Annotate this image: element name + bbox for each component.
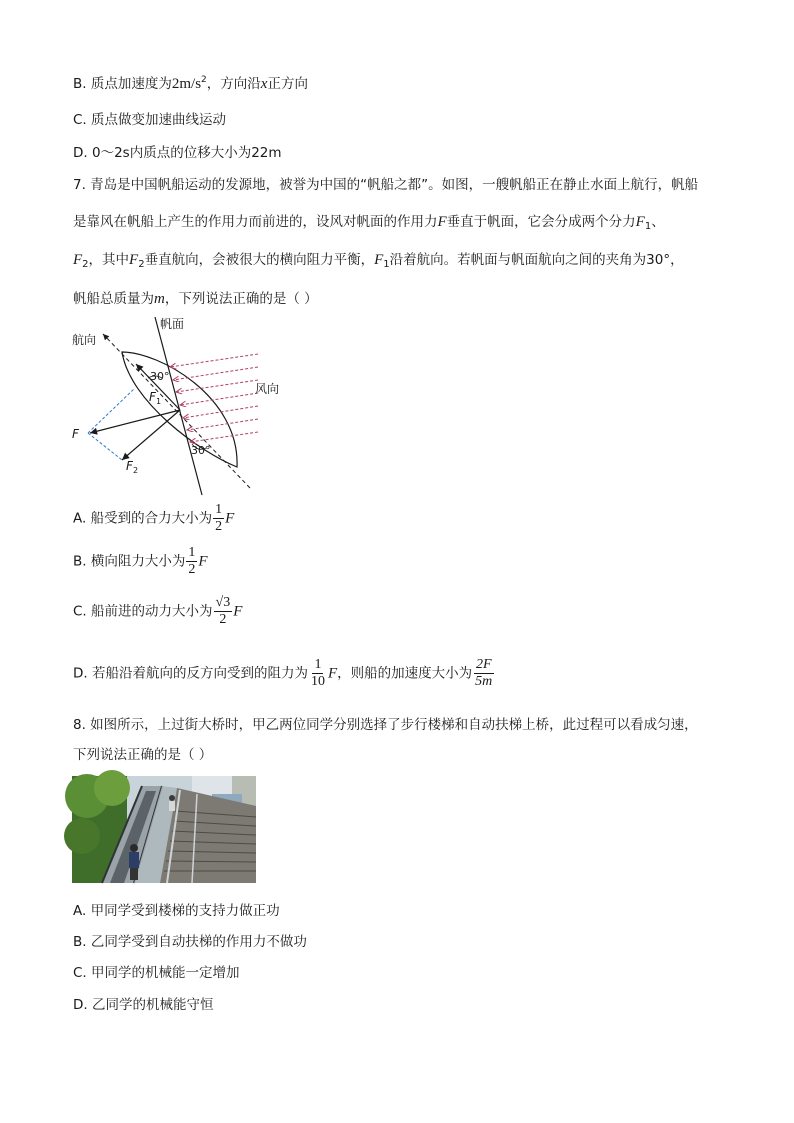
q7-option-a: A. 船受到的合力大小为 $\frac{1}{2}$ F [73, 502, 235, 534]
q8-option-c: C. 甲同学的机械能一定增加 [73, 965, 240, 981]
q8-stem-line1: 8. 如图所示，上过街大桥时，甲乙两位同学分别选择了步行楼梯和自动扶梯上桥，此过程可以看成匀速， [73, 717, 698, 733]
q7-option-d: D. 若船沿着航向的反方向受到的阻力为 $\frac{1}{10}$ F，则船的加速度大小为 $\frac{2F}{5m}$ [73, 657, 493, 689]
sail-line [155, 317, 202, 495]
label-heading: 航向 [72, 333, 97, 347]
q7-stem-line4: 帆船总质量为m，下列说法正确的是（ ） [73, 291, 318, 307]
label-sail: 帆面 [160, 317, 185, 331]
q8-option-b: B. 乙同学受到自动扶梯的作用力不做功 [73, 934, 307, 950]
fraction: $\frac{1}{2}$ [215, 502, 223, 534]
label-F1: F [149, 390, 156, 404]
sailboat-force-diagram [70, 312, 280, 502]
label-angle-top: 30° [150, 370, 170, 383]
q8-option-d: D. 乙同学的机械能守恒 [73, 997, 214, 1013]
q6-option-b: B. 质点加速度为$2m/s^2$，方向沿x正方向 [73, 75, 308, 92]
fraction: $\frac{1}{10}$ [310, 657, 325, 689]
label-F2-sub: 2 [133, 466, 139, 475]
fraction: $\frac{1}{2}$ [188, 545, 196, 577]
q8-option-a: A. 甲同学受到楼梯的支持力做正功 [73, 903, 280, 919]
q7-stem-line1: 7. 青岛是中国帆船运动的发源地，被誉为中国的“帆船之都”。如图，一艘帆船正在静止水面上航行，帆船 [73, 177, 699, 193]
label-F2: F [126, 459, 133, 473]
label-angle-bottom: 30° [191, 444, 211, 457]
fraction: $\frac{√3}{2}$ [215, 595, 231, 627]
wind-arrows [170, 354, 258, 442]
q7-option-c: C. 船前进的动力大小为 $\frac{√3}{2}$ F [73, 595, 243, 627]
label-F: F [72, 427, 79, 441]
q7-stem-line3: $F_2$，其中$F_2$垂直航向，会被很大的横向阻力平衡，$F_1$沿着航向。若帆面与帆面航向之间的夹角为30°， [73, 252, 684, 270]
q6-option-c: C. 质点做变加速曲线运动 [73, 112, 227, 128]
fraction: $\frac{2F}{5m}$ [475, 657, 493, 689]
escalator-photo [72, 776, 256, 883]
q7-stem-line2: 是靠风在帆船上产生的作用力而前进的，设风对帆面的作用力F垂直于帆面，它会分成两个分力$F_1$、 [73, 214, 665, 232]
label-F1-sub: 1 [156, 397, 162, 406]
label-wind: 风向 [255, 382, 280, 396]
q6-option-d: D. 0～2s内质点的位移大小为22m [73, 145, 282, 161]
q7-option-b: B. 横向阻力大小为 $\frac{1}{2}$ F [73, 545, 208, 577]
q8-stem-line2: 下列说法正确的是（ ） [73, 747, 213, 763]
